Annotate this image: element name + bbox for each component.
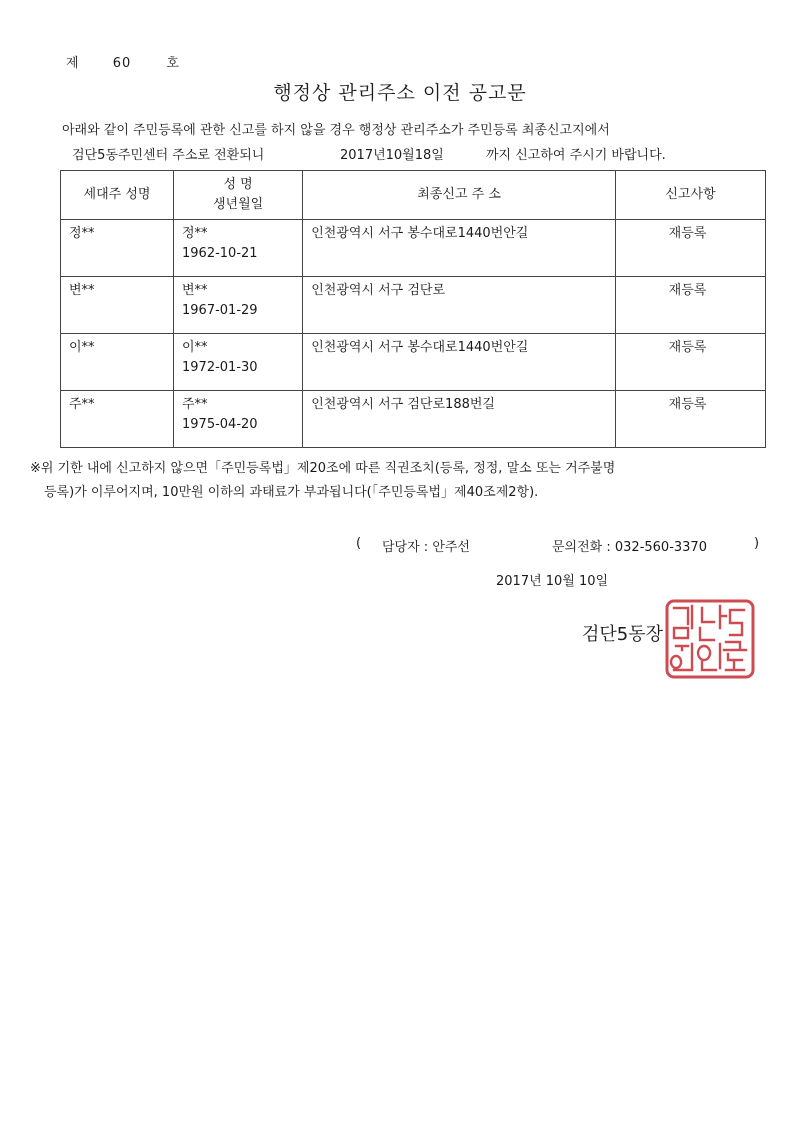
householder-name: 주** <box>69 397 95 412</box>
doc-number-suffix: 호 <box>166 56 180 71</box>
householder-name: 이** <box>69 340 95 355</box>
cell-name-birthdate <box>174 220 303 277</box>
person-name: 이** <box>182 340 208 355</box>
birthdate: 1962-10-21 <box>182 246 258 261</box>
deadline-date: 2017년10월18일 <box>340 148 444 163</box>
cell-action <box>616 220 766 277</box>
cell-address <box>303 391 616 448</box>
table-row <box>61 277 766 334</box>
birthdate: 1972-01-30 <box>182 360 258 375</box>
cell-action <box>616 391 766 448</box>
person-name: 주** <box>182 397 208 412</box>
contact-manager: 담당자 : 안주선 <box>382 540 470 555</box>
person-name: 변** <box>182 283 208 298</box>
contact-open-paren: ( <box>356 536 362 551</box>
action-text: 재등록 <box>668 226 707 241</box>
cell-householder <box>61 220 174 277</box>
table-row <box>61 391 766 448</box>
contact-phone: 문의전화 : 032-560-3370 <box>552 540 707 555</box>
table-row <box>61 334 766 391</box>
cell-address <box>303 334 616 391</box>
action-text: 재등록 <box>668 340 707 355</box>
penalty-notice-line-2: 등록)가 이루어지며, 10만원 이하의 과태료가 부과됩니다(「주민등록법」제40조제2항). <box>44 485 539 500</box>
header-action: 신고사항 <box>616 171 766 220</box>
householder-name: 정** <box>69 226 95 241</box>
records-table <box>60 170 766 448</box>
cell-action <box>616 334 766 391</box>
intro-line-2-end: 까지 신고하여 주시기 바랍니다. <box>486 148 666 163</box>
intro-line-2-start: 검단5동주민센터 주소로 전환되니 <box>72 148 265 163</box>
cell-address <box>303 277 616 334</box>
intro-line-2 <box>72 144 666 163</box>
header-name: 성 명 <box>223 177 253 192</box>
seal-graphic <box>664 598 756 680</box>
contact-close-paren: ) <box>754 536 760 551</box>
table-header-row <box>61 171 766 220</box>
header-birthdate: 생년월일 <box>212 197 264 212</box>
cell-name-birthdate <box>174 334 303 391</box>
penalty-notice-line-1: ※위 기한 내에 신고하지 않으면「주민등록법」제20조에 따른 직권조치(등록, 정정, 말소 또는 거주불명 <box>30 461 616 476</box>
official-seal-icon <box>664 598 756 680</box>
document-number <box>66 52 180 71</box>
cell-householder <box>61 391 174 448</box>
cell-householder <box>61 334 174 391</box>
cell-action <box>616 277 766 334</box>
person-name: 정** <box>182 226 208 241</box>
doc-number-prefix: 제 <box>66 56 80 71</box>
cell-householder <box>61 277 174 334</box>
table-row <box>61 220 766 277</box>
cell-address <box>303 220 616 277</box>
last-address: 인천광역시 서구 봉수대로1440번안길 <box>311 226 529 241</box>
householder-name: 변** <box>69 283 95 298</box>
birthdate: 1967-01-29 <box>182 303 258 318</box>
last-address: 인천광역시 서구 검단로188번길 <box>311 397 495 412</box>
last-address: 인천광역시 서구 검단로 <box>311 283 446 298</box>
issuer-name: 검단5동장 <box>582 624 664 645</box>
action-text: 재등록 <box>668 397 707 412</box>
issue-date: 2017년 10월 10일 <box>496 574 609 589</box>
last-address: 인천광역시 서구 봉수대로1440번안길 <box>311 340 529 355</box>
action-text: 재등록 <box>668 283 707 298</box>
intro-line-1: 아래와 같이 주민등록에 관한 신고를 하지 않을 경우 행정상 관리주소가 주민등록 최종신고지에서 <box>62 123 610 138</box>
header-householder: 세대주 성명 <box>61 171 174 220</box>
header-name-birthdate <box>174 171 303 220</box>
cell-name-birthdate <box>174 277 303 334</box>
doc-number-value: 60 <box>112 56 132 71</box>
page-title: 행정상 관리주소 이전 공고문 <box>273 82 527 104</box>
birthdate: 1975-04-20 <box>182 417 258 432</box>
header-last-address: 최종신고 주 소 <box>303 171 616 220</box>
cell-name-birthdate <box>174 391 303 448</box>
